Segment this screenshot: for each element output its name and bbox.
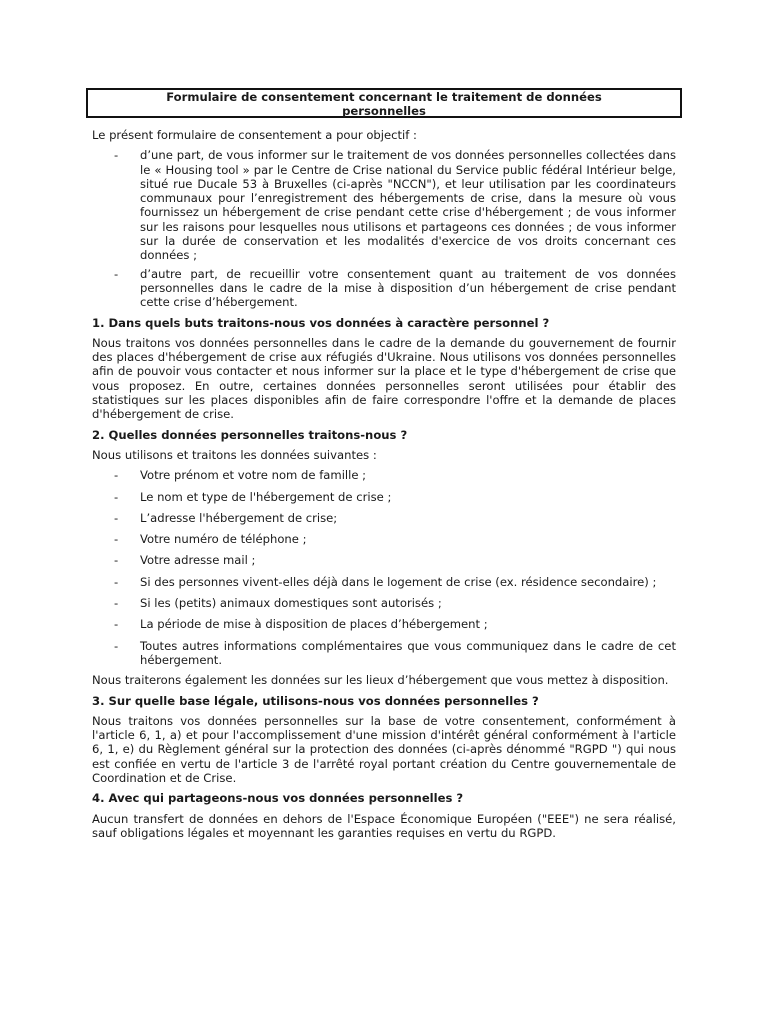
bullet-dash: - — [114, 574, 119, 589]
section3-heading: 3. Sur quelle base légale, utilisons-nous vos données personnelles ? — [92, 693, 539, 708]
form-title-line1: Formulaire de consentement concernant le traitement de données — [166, 90, 602, 104]
section3-body: Nous traitons vos données personnelles sur la base de votre consentement, conformément à l'article 6, 1, a) et pour l'accomplissement d'une mission d'intérêt général conformément à l'article 6, 1, e) du Règlement général sur la protection des données (ci-après dénommé "RGPD ") qui nous est confiée en vertu de l'article 3 de l'arrêté royal portant création du Centre gouvernementale de Coordination et de Crise. — [92, 713, 676, 785]
data-item-text: Le nom et type de l'hébergement de crise ; — [140, 489, 392, 504]
data-item — [92, 639, 676, 668]
document-content — [92, 128, 676, 840]
data-item — [92, 490, 676, 504]
data-item — [92, 468, 676, 482]
form-title-box — [86, 88, 682, 118]
section1-body: Nous traitons vos données personnelles dans le cadre de la demande du gouvernement de fournir des places d'hébergement de crise aux réfugiés d'Ukraine. Nous utilisons vos données personnelles afin de pouvoir vous contacter et nous informer sur la place et le type d'hébergement de crise que vous proposez. En outre, certaines données personnelles seront utilisées pour établir des statistiques sur les places disponibles afin de faire correspondre l'offre et la demande de places d'hébergement de crise. — [92, 335, 676, 422]
data-item — [92, 553, 676, 567]
data-item-text: La période de mise à disposition de places d’hébergement ; — [140, 617, 488, 632]
section4-heading: 4. Avec qui partageons-nous vos données personnelles ? — [92, 791, 464, 806]
section2-heading: 2. Quelles données personnelles traitons-nous ? — [92, 427, 408, 442]
bullet-dash: - — [114, 510, 119, 525]
bullet-dash: - — [114, 489, 119, 504]
bullet-dash: - — [114, 638, 119, 653]
section1-heading: 1. Dans quels buts traitons-nous vos données à caractère personnel ? — [92, 315, 550, 330]
bullet-dash: - — [114, 617, 119, 632]
data-item-text: Si des personnes vivent-elles déjà dans le logement de crise (ex. résidence secondaire) ; — [140, 574, 657, 589]
intro-bullet-text: d’une part, de vous informer sur le traitement de vos données personnelles collectées dans le « Housing tool » par le Centre de Crise national du Service public fédéral Intérieur belge, situé rue Ducale 53 à Bruxelles (ci-après "NCCN"), et leur utilisation par les coordinateurs communaux pour l’enregistrement des hébergements de crise, dans la mesure où vous fournissez un hébergement de crise pendant cette crise d'hébergement ; de vous informer sur les raisons pour lesquelles nous utilisons et partageons ces données ; de vous informer sur la durée de conservation et les modalités d'exercice de vos droits concernant ces données ; — [140, 148, 676, 263]
form-title-line2: personnelles — [342, 103, 426, 118]
intro-bullet — [92, 267, 676, 310]
data-item-text: Si les (petits) animaux domestiques sont autorisés ; — [140, 596, 442, 611]
data-item-text: Votre numéro de téléphone ; — [140, 532, 307, 547]
intro-text: Le présent formulaire de consentement a pour objectif : — [92, 128, 417, 142]
data-item — [92, 596, 676, 610]
data-item-text: Votre prénom et votre nom de famille ; — [140, 468, 367, 483]
data-item-text: L’adresse l'hébergement de crise; — [140, 510, 338, 525]
bullet-dash: - — [114, 553, 119, 568]
bullet-dash: - — [114, 468, 119, 483]
intro-bullet-text: d’autre part, de recueillir votre consentement quant au traitement de vos données personnelles dans le cadre de la mise à disposition d’un hébergement de crise pendant cette crise d’hébergement. — [140, 266, 676, 310]
data-item — [92, 575, 676, 589]
section2-lead: Nous utilisons et traitons les données suivantes : — [92, 447, 377, 462]
data-item-text: Votre adresse mail ; — [140, 553, 256, 568]
data-item — [92, 617, 676, 631]
data-item — [92, 511, 676, 525]
intro-bullet — [92, 148, 676, 262]
bullet-dash: - — [114, 532, 119, 547]
bullet-dash: - — [114, 596, 119, 611]
data-item — [92, 532, 676, 546]
bullet-dash: - — [114, 266, 119, 281]
data-item-text: Toutes autres informations complémentaires que vous communiquez dans le cadre de cet hébergement. — [140, 638, 676, 667]
bullet-dash: - — [114, 148, 119, 163]
section2-closing: Nous traiterons également les données sur les lieux d’hébergement que vous mettez à disposition. — [92, 673, 669, 688]
section4-body: Aucun transfert de données en dehors de l'Espace Économique Européen ("EEE") ne sera réalisé, sauf obligations légales et moyennant les garanties requises en vertu du RGPD. — [92, 811, 676, 840]
